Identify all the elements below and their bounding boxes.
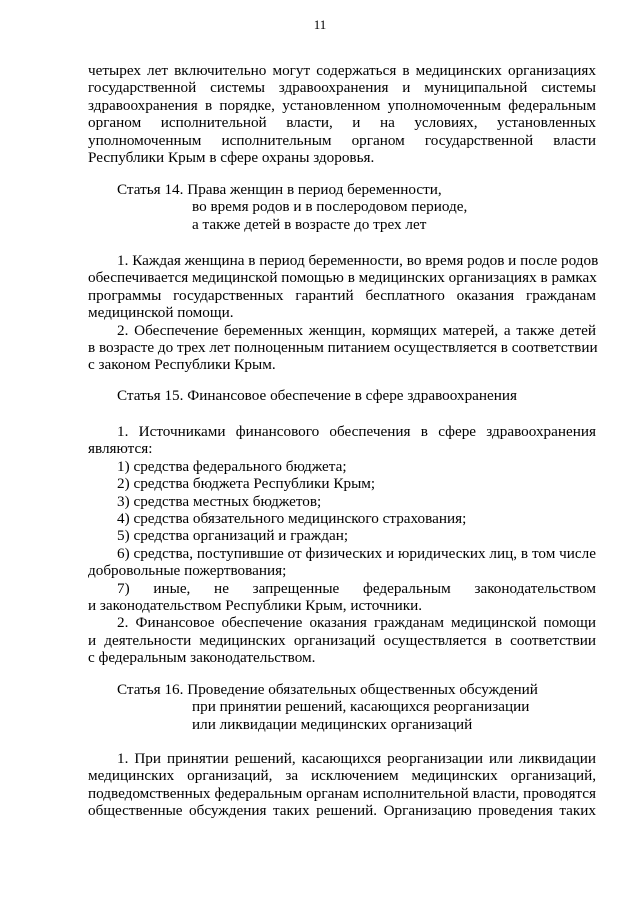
text-line: и деятельности медицинских организаций осуществляется в соответствии bbox=[88, 631, 596, 649]
text-line: обеспечивается медицинской помощью в медицинских организациях в рамках bbox=[88, 269, 597, 287]
article-14-body bbox=[88, 252, 599, 374]
text-line: медицинской помощи. bbox=[88, 304, 234, 322]
list-item: 2) средства бюджета Республики Крым; bbox=[117, 475, 376, 493]
text-line: и законодательством Республики Крым, источники. bbox=[88, 597, 423, 615]
text-line: добровольные пожертвования; bbox=[88, 562, 287, 580]
title-line: Статья 16. Проведение обязательных общественных обсуждений bbox=[117, 681, 538, 698]
page-number: 11 bbox=[313, 17, 327, 32]
text-line: здравоохранения в порядке, установленном уполномоченным федеральным bbox=[88, 96, 596, 114]
list-item: 5) средства организаций и граждан; bbox=[117, 527, 349, 545]
text-line: четырех лет включительно могут содержаться в медицинских организациях bbox=[88, 62, 596, 79]
text-line: с федеральным законодательством. bbox=[88, 649, 316, 667]
text-line: с законом Республики Крым. bbox=[88, 356, 276, 374]
title-line: или ликвидации медицинских организаций bbox=[192, 715, 473, 733]
text-line: подведомственных федеральным органам исполнительной власти, проводятся bbox=[88, 784, 596, 802]
list-item: 1) средства федерального бюджета; bbox=[117, 457, 347, 475]
text-line: органом исполнительной власти, и на условиях, установленных bbox=[88, 114, 596, 132]
text-line: общественные обсуждения таких решений. Организацию проведения таких bbox=[88, 802, 596, 820]
title-line: при принятии решений, касающихся реорганизации bbox=[192, 698, 530, 716]
list-item: 7) иные, не запрещенные федеральным законодательством bbox=[117, 579, 596, 597]
text-line: являются: bbox=[88, 440, 153, 458]
article-16-body bbox=[88, 750, 596, 820]
text-line: уполномоченным исполнительным органом государственной власти bbox=[88, 131, 596, 149]
text-line: медицинских организаций, за исключением медицинских организаций, bbox=[88, 767, 596, 785]
text-line: в возрасте до трех лет полноценным питанием осуществляется в соответствии bbox=[88, 339, 598, 357]
title-line: Статья 15. Финансовое обеспечение в сфере здравоохранения bbox=[117, 387, 518, 404]
text-line: 1. Источниками финансового обеспечения в сфере здравоохранения bbox=[117, 423, 596, 440]
title-line: во время родов и в послеродовом периоде, bbox=[192, 198, 468, 216]
text-line: 1. При принятии решений, касающихся реорганизации или ликвидации bbox=[117, 750, 596, 767]
article-16-title bbox=[117, 681, 538, 733]
intro-paragraph bbox=[88, 62, 596, 166]
article-14-title bbox=[117, 181, 467, 233]
list-item: 3) средства местных бюджетов; bbox=[117, 492, 322, 510]
article-15-title bbox=[117, 387, 517, 404]
list-item: 4) средства обязательного медицинского страхования; bbox=[117, 510, 467, 528]
text-line: 1. Каждая женщина в период беременности, во время родов и после родов bbox=[117, 252, 599, 269]
title-line: а также детей в возрасте до трех лет bbox=[192, 215, 427, 233]
title-line: Статья 14. Права женщин в период беременности, bbox=[117, 181, 442, 198]
list-item: 6) средства, поступившие от физических и юридических лиц, в том числе bbox=[117, 544, 596, 562]
text-line: Республики Крым в сфере охраны здоровья. bbox=[88, 149, 375, 167]
text-line: государственной системы здравоохранения и муниципальной системы bbox=[88, 79, 596, 97]
text-line: 2. Обеспечение беременных женщин, кормящих матерей, а также детей bbox=[117, 321, 596, 339]
text-line: программы государственных гарантий бесплатного оказания гражданам bbox=[88, 286, 596, 304]
article-15-body bbox=[88, 423, 596, 667]
text-line: 2. Финансовое обеспечение оказания гражданам медицинской помощи bbox=[117, 614, 596, 632]
